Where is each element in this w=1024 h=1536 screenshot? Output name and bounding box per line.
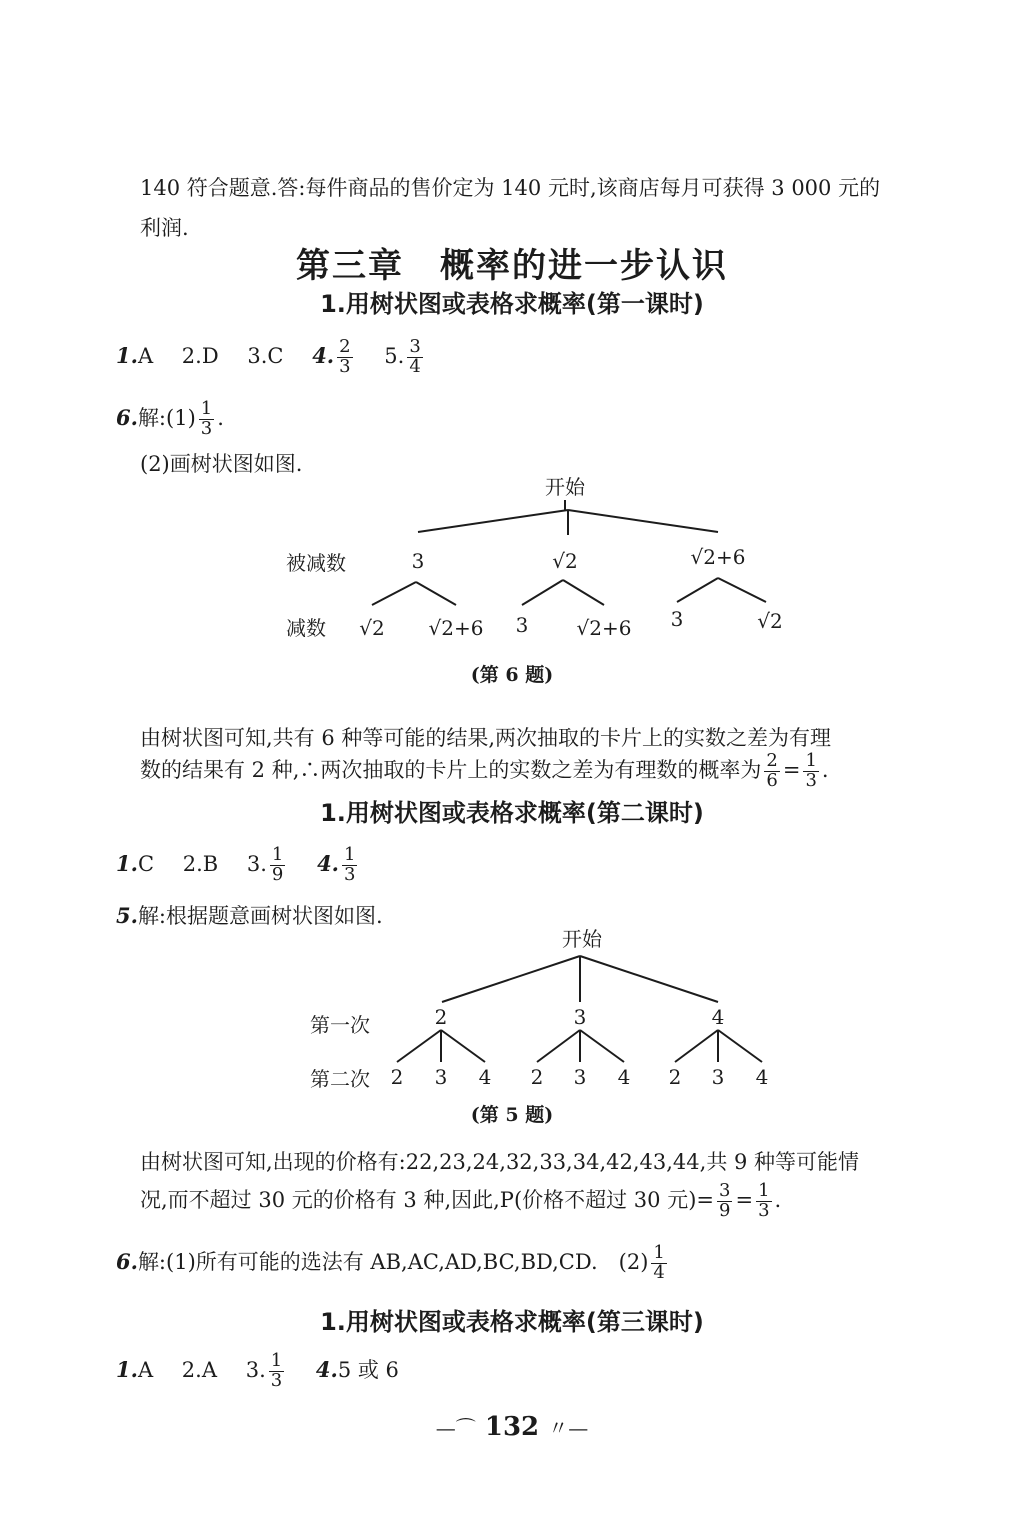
fraction: $\frac{1}{3}$ <box>758 1180 770 1221</box>
tree-branch <box>418 510 568 532</box>
tree-branch <box>416 582 456 605</box>
figure-caption-q5: (第 5 题) <box>470 1104 554 1126</box>
answer-item: 1.A <box>116 1356 154 1382</box>
question-6-part-2: (2)画树状图如图. <box>140 452 303 476</box>
tree-branch <box>537 1030 580 1062</box>
section-1-title: 1.用树状图或表格求概率(第一课时) <box>320 290 704 318</box>
question-6-part-1: 6.解:(1) $\frac{1}{3}$ . <box>116 398 224 439</box>
fraction: $\frac{2}{3}$ <box>339 336 351 377</box>
tree-node: √2 <box>359 616 385 640</box>
ornament-right: 〃— <box>548 1416 589 1440</box>
q5-conclusion-line-2: 况,而不超过 30 元的价格有 3 种,因此,P(价格不超过 30 元)= $\frac{3}{9}$ = $\frac{1}{3}$ . <box>140 1180 782 1221</box>
tree-branch <box>397 1030 441 1062</box>
answer-item: 3. $\frac{1}{9}$ <box>246 844 284 885</box>
tree-node: 3 <box>670 607 684 631</box>
fraction: $\frac{2}{6}$ <box>766 750 778 791</box>
fraction: $\frac{1}{3}$ <box>805 750 817 791</box>
tree-node: √2+6 <box>428 616 484 640</box>
tree-node: 4 <box>617 1065 631 1089</box>
fraction: $\frac{1}{4}$ <box>653 1242 665 1283</box>
tree-branch <box>442 956 580 1002</box>
tree-node: 3 <box>515 613 529 637</box>
tree-node: √2 <box>757 609 783 633</box>
tree-node: 4 <box>478 1065 492 1089</box>
tree-node: 2 <box>668 1065 682 1089</box>
page-footer <box>0 1412 1024 1442</box>
answer-item: 2.D <box>181 343 219 368</box>
section-3-title: 1.用树状图或表格求概率(第三课时) <box>320 1308 704 1336</box>
tree-node: 2 <box>390 1065 404 1089</box>
tree-node: 2 <box>530 1065 544 1089</box>
tree-node: √2+6 <box>576 616 632 640</box>
answer-item: 2.A <box>181 1357 218 1382</box>
q6-conclusion-line-1: 由树状图可知,共有 6 种等可能的结果,两次抽取的卡片上的实数之差为有理 <box>140 726 832 750</box>
section-3-answers <box>116 1352 421 1391</box>
ornament-left: —⌒ <box>435 1416 476 1440</box>
tree-diagram-q5 <box>0 922 1024 1092</box>
fraction: $\frac{3}{4}$ <box>409 336 421 377</box>
tree-branch <box>718 578 766 602</box>
tree-node: 3 <box>434 1065 448 1089</box>
tree-level-1-label: 被减数 <box>286 551 346 575</box>
tree-node: √2+6 <box>690 545 746 569</box>
fraction: $\frac{1}{3}$ <box>344 844 356 885</box>
tree-level-2-label: 减数 <box>286 616 326 640</box>
answer-item: 3.C <box>247 343 284 368</box>
fraction: $\frac{3}{9}$ <box>719 1180 731 1221</box>
tree-root: 开始 <box>545 475 585 499</box>
tree-branch <box>372 582 416 605</box>
answer-item: 4. $\frac{1}{3}$ <box>317 844 356 885</box>
tree-branch <box>580 1030 624 1062</box>
question-6-section-2: 6.解:(1)所有可能的选法有 AB,AC,AD,BC,BD,CD. (2) $\frac{1}{4}$ <box>116 1242 665 1283</box>
answer-item: 1.C <box>116 850 155 876</box>
tree-branch <box>568 510 718 532</box>
tree-node: 3 <box>573 1005 587 1029</box>
tree-branch <box>580 956 718 1002</box>
tree-node: 4 <box>755 1065 769 1089</box>
tree-branch <box>563 580 604 605</box>
tree-level-1-label: 第一次 <box>310 1013 370 1037</box>
tree-node: 3 <box>573 1065 587 1089</box>
answer-item: 5. $\frac{3}{4}$ <box>384 336 421 377</box>
answer-item: 4. $\frac{2}{3}$ <box>312 336 351 377</box>
tree-branch <box>718 1030 762 1062</box>
tree-node: √2 <box>552 549 578 573</box>
figure-caption-q6: (第 6 题) <box>470 664 554 686</box>
tree-node: 2 <box>434 1005 448 1029</box>
continuation-line-2: 利润. <box>140 216 189 240</box>
q5-conclusion-line-1: 由树状图可知,出现的价格有:22,23,24,32,33,34,42,43,44,共 9 种等可能情 <box>140 1150 860 1174</box>
chapter-title: 第三章 概率的进一步认识 <box>296 246 728 286</box>
page-number: 132 <box>484 1412 540 1442</box>
fraction: $\frac{1}{3}$ <box>270 1350 283 1391</box>
tree-node: 4 <box>711 1005 725 1029</box>
tree-branch <box>675 1030 718 1062</box>
answer-item: 4.5 或 6 <box>315 1356 399 1382</box>
continuation-line-1: 140 符合题意.答:每件商品的售价定为 140 元时,该商店每月可获得 3 000 元的 <box>140 176 881 200</box>
tree-branch <box>441 1030 485 1062</box>
tree-branch <box>522 580 563 605</box>
answer-item: 2.B <box>182 851 219 876</box>
fraction: $\frac{1}{9}$ <box>271 844 284 885</box>
tree-level-2-label: 第二次 <box>310 1067 370 1091</box>
question-5-intro: 5.解:根据题意画树状图如图. <box>116 903 383 928</box>
section-1-answers <box>116 338 448 377</box>
section-2-answers <box>116 846 382 885</box>
tree-branch <box>677 578 718 602</box>
tree-node: 3 <box>711 1065 725 1089</box>
tree-node: 3 <box>411 549 425 573</box>
tree-root: 开始 <box>562 927 602 951</box>
section-2-title: 1.用树状图或表格求概率(第二课时) <box>320 799 704 827</box>
fraction: $\frac{1}{3}$ <box>200 398 213 439</box>
tree-diagram-q6 <box>0 470 1024 660</box>
answer-item: 1.A <box>116 342 154 368</box>
answer-item: 3. $\frac{1}{3}$ <box>245 1350 283 1391</box>
q6-conclusion-line-2: 数的结果有 2 种,∴两次抽取的卡片上的实数之差为有理数的概率为 $\frac{2}{6}$ = $\frac{1}{3}$ . <box>140 750 829 791</box>
